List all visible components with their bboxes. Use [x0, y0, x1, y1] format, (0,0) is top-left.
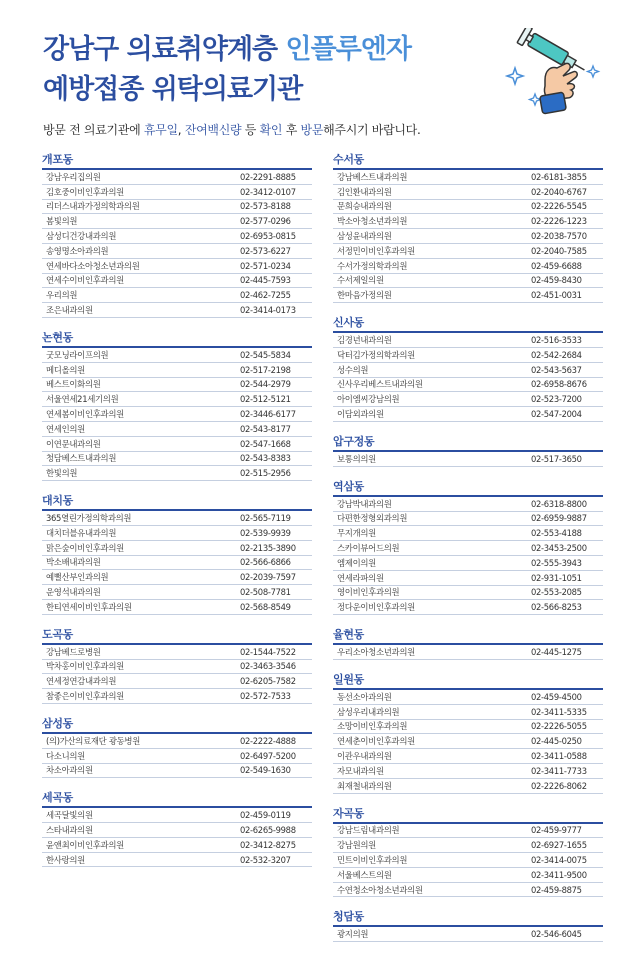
clinic-name: 보통의의원: [337, 453, 376, 464]
clinic-phone: 02-6265-9988: [240, 824, 296, 835]
clinic-name: 한마음가정의원: [337, 290, 392, 301]
clinic-phone: 02-566-8253: [531, 602, 582, 613]
clinic-name: 광지의원: [337, 929, 369, 940]
dong-heading: 일원동: [333, 672, 364, 686]
clinic-row: [42, 660, 312, 675]
clinic-phone: 02-3463-3546: [240, 661, 296, 672]
subtitle-highlight: 방문: [300, 123, 324, 137]
clinic-phone: 02-3412-8275: [240, 839, 296, 850]
clinic-phone: 02-6958-8676: [531, 379, 587, 390]
clinic-row: [333, 883, 603, 898]
clinic-phone: 02-547-1668: [240, 438, 291, 449]
clinic-name: 서울베스트의원: [337, 869, 392, 880]
clinic-phone: 02-2038-7570: [531, 231, 587, 242]
clinic-phone: 02-555-3943: [531, 557, 582, 568]
clinic-row: [333, 526, 603, 541]
clinic-name: 아이엠씨강남의원: [337, 394, 400, 405]
clinic-row: [42, 303, 312, 318]
clinic-row: [42, 466, 312, 481]
clinic-phone: 02-572-7533: [240, 691, 291, 701]
clinic-phone: 02-931-1051: [531, 572, 582, 583]
dong-heading: 논현동: [42, 330, 73, 344]
clinic-name: 베스트이화의원: [46, 379, 101, 390]
subtitle-text: 해주시기 바랍니다.: [323, 123, 421, 137]
clinic-row: [42, 452, 312, 467]
clinic-name: 문희승내과의원: [337, 201, 392, 212]
clinic-phone: 02-543-5637: [531, 364, 582, 375]
clinic-row: [333, 556, 603, 571]
clinic-name: 강남박내과의원: [337, 498, 392, 509]
clinic-row: [333, 363, 603, 378]
subtitle-highlight: 휴무일: [143, 123, 178, 137]
clinic-row: [42, 511, 312, 526]
clinic-phone: 02-2226-8062: [531, 780, 587, 791]
clinic-row: [333, 853, 603, 868]
clinic-name: 우리소아청소년과의원: [337, 647, 415, 658]
clinic-name: 강남우리집의원: [46, 171, 101, 182]
clinic-phone: 02-3411-0588: [531, 751, 587, 761]
clinic-name: 송영명소아과의원: [46, 245, 109, 256]
clinic-phone: 02-6953-0815: [240, 231, 296, 242]
clinic-name: 정다운이비인후과의원: [337, 602, 415, 613]
clinic-row: [333, 392, 603, 407]
clinic-phone: 02-6927-1655: [531, 840, 587, 851]
clinic-phone: 02-6181-3855: [531, 171, 587, 182]
clinic-row: [42, 229, 312, 244]
clinic-name: 삼성우리내과의원: [337, 706, 400, 717]
clinic-phone: 02-3412-0107: [240, 186, 296, 197]
clinic-row: [42, 764, 312, 779]
clinic-phone: 02-543-8177: [240, 423, 291, 434]
clinic-row: [42, 600, 312, 615]
clinic-name: 다편한정형외과의원: [337, 513, 408, 524]
clinic-row: [42, 808, 312, 823]
clinic-row: [333, 407, 603, 422]
clinic-name: 메디올의원: [46, 364, 85, 375]
dong-section: [333, 909, 603, 942]
clinic-name: 다소니의원: [46, 750, 85, 761]
clinic-phone: 02-549-1630: [240, 765, 291, 776]
dong-heading: 수서동: [333, 153, 364, 166]
page-title-line2: 예방접종 위탁의료기관: [43, 74, 303, 105]
dong-heading: 삼성동: [42, 716, 73, 730]
dong-heading: 개포동: [42, 153, 73, 166]
clinic-phone: 02-1544-7522: [240, 646, 296, 657]
subtitle-highlight: 잔여백신량: [184, 123, 242, 137]
clinic-phone: 02-2226-1223: [531, 216, 587, 227]
dong-heading: 대치동: [42, 494, 73, 508]
clinic-name: 자모내과의원: [337, 765, 384, 776]
clinic-row: [333, 690, 603, 705]
clinic-name: 영이비인후과의원: [337, 587, 400, 598]
clinic-name: 이연문내과의원: [46, 438, 101, 449]
clinic-name: 박소배내과의원: [46, 557, 101, 568]
clinic-phone: 02-6205-7582: [240, 676, 296, 687]
clinic-row: [42, 422, 312, 437]
clinic-name: 김인환내과의원: [337, 186, 392, 197]
clinic-phone: 02-577-0296: [240, 216, 291, 227]
title-highlight: 인플루엔자: [285, 34, 411, 65]
clinic-name: 이관우내과의원: [337, 751, 392, 761]
clinic-row: [42, 749, 312, 764]
clinic-name: 서울연세21세기의원: [46, 394, 119, 405]
clinic-name: 동선소아과의원: [337, 691, 392, 702]
clinic-row: [42, 570, 312, 585]
clinic-row: [42, 645, 312, 660]
subtitle-highlight: 확인: [259, 123, 283, 137]
clinic-phone: 02-6318-8800: [531, 498, 587, 509]
clinic-phone: 02-2222-4888: [240, 735, 296, 746]
clinic-name: 스카이뷰어드의원: [337, 543, 400, 554]
clinic-row: [333, 720, 603, 735]
clinic-name: 운영석내과의원: [46, 587, 101, 598]
clinic-row: [333, 229, 603, 244]
clinic-row: [333, 824, 603, 839]
clinic-name: 삼성윤내과의원: [337, 231, 392, 242]
clinic-phone: 02-445-7593: [240, 275, 291, 286]
notice-subtitle: [43, 121, 421, 138]
subtitle-text: 등: [241, 123, 260, 137]
clinic-phone: 02-2291-8885: [240, 171, 296, 182]
clinic-phone: 02-459-4500: [531, 691, 582, 702]
clinic-name: 수서제일의원: [337, 275, 384, 286]
clinic-row: [42, 541, 312, 556]
clinic-name: 연세봄이비인후과의원: [46, 409, 124, 420]
clinic-phone: 02-565-7119: [240, 513, 291, 524]
clinic-phone: 02-3446-6177: [240, 409, 296, 420]
clinic-phone: 02-459-9777: [531, 825, 582, 836]
clinic-row: [42, 853, 312, 868]
right-column: [333, 152, 603, 954]
clinic-phone: 02-512-5121: [240, 394, 291, 405]
clinic-name: 닥터김가정의학과의원: [337, 349, 415, 360]
clinic-phone: 02-553-2085: [531, 587, 582, 598]
clinic-name: 차소아과의원: [46, 765, 93, 776]
clinic-phone: 02-6959-9887: [531, 513, 587, 524]
clinic-name: 한사랑의원: [46, 854, 85, 865]
clinic-row: [333, 214, 603, 229]
clinic-name: 김호중이비인후과의원: [46, 186, 124, 197]
clinic-row: [42, 734, 312, 749]
clinic-row: [42, 556, 312, 571]
dong-section: [333, 806, 603, 898]
hand-holding-vaccine-syringe-icon: [505, 28, 605, 118]
dong-section: [42, 790, 312, 867]
clinic-name: 연세수이비인후과의원: [46, 275, 124, 286]
dong-heading: 역삼동: [333, 479, 364, 493]
clinic-phone: 02-6497-5200: [240, 750, 296, 761]
clinic-row: [333, 645, 603, 660]
clinic-row: [42, 674, 312, 689]
clinic-name: 연세라파의원: [337, 572, 384, 583]
clinic-row: [333, 200, 603, 215]
clinic-row: [333, 333, 603, 348]
clinic-name: 소망이비인후과의원: [337, 721, 408, 732]
clinic-name: 청담베스트내과의원: [46, 453, 117, 464]
clinic-phone: 02-544-2979: [240, 379, 291, 390]
clinic-name: 365열린가정의학과의원: [46, 513, 132, 524]
clinic-phone: 02-459-8875: [531, 884, 582, 895]
clinic-name: 박소아청소년과의원: [337, 216, 408, 227]
clinic-row: [333, 749, 603, 764]
clinic-row: [42, 259, 312, 274]
dong-section: [333, 315, 603, 422]
clinic-row: [333, 497, 603, 512]
clinic-name: 강남베스트내과의원: [337, 171, 408, 182]
clinic-row: [42, 363, 312, 378]
clinic-phone: 02-546-6045: [531, 929, 582, 940]
clinic-name: 봄빛의원: [46, 216, 78, 227]
clinic-name: 세곡달빛의원: [46, 810, 93, 821]
dong-section: [42, 627, 312, 704]
clinic-phone: 02-451-0031: [531, 290, 582, 301]
clinic-name: 연세바다소아청소년과의원: [46, 260, 140, 271]
clinic-phone: 02-573-6227: [240, 245, 291, 256]
clinic-name: 한티연세이비인후과의원: [46, 601, 132, 612]
clinic-name: 리더스내과가정의학과의원: [46, 201, 140, 212]
clinic-name: 박차홍이비인후과의원: [46, 661, 124, 672]
clinic-row: [333, 274, 603, 289]
clinic-phone: 02-508-7781: [240, 587, 291, 598]
clinic-row: [333, 541, 603, 556]
clinic-row: [42, 838, 312, 853]
clinic-row: [333, 571, 603, 586]
clinic-row: [333, 185, 603, 200]
subtitle-text: 후: [282, 123, 301, 137]
clinic-row: [42, 823, 312, 838]
clinic-phone: 02-2040-6767: [531, 186, 587, 197]
clinic-row: [333, 378, 603, 393]
clinic-phone: 02-3414-0075: [531, 854, 587, 865]
clinic-name: 연세춘이비인후과의원: [337, 736, 415, 747]
clinic-phone: 02-459-6688: [531, 260, 582, 271]
clinic-phone: 02-445-1275: [531, 647, 582, 658]
dong-heading: 세곡동: [42, 791, 73, 805]
clinic-row: [42, 185, 312, 200]
dong-section: [42, 152, 312, 318]
dong-heading: 자곡동: [333, 806, 364, 820]
clinic-name: 윤앤최이비인후과의원: [46, 839, 124, 850]
dong-heading: 도곡동: [42, 627, 73, 641]
clinic-row: [333, 348, 603, 363]
clinic-row: [42, 378, 312, 393]
clinic-row: [333, 288, 603, 303]
clinic-row: [42, 392, 312, 407]
clinic-phone: 02-516-3533: [531, 335, 582, 346]
clinic-row: [333, 779, 603, 794]
clinic-name: (의)가산의료재단 광동병원: [46, 735, 140, 746]
clinic-name: 삼성디건강내과의원: [46, 231, 117, 242]
clinic-name: 성수의원: [337, 364, 369, 375]
left-column: [42, 152, 312, 879]
clinic-row: [333, 600, 603, 615]
clinic-phone: 02-3453-2500: [531, 543, 587, 554]
clinic-row: [333, 868, 603, 883]
clinic-row: [42, 526, 312, 541]
dong-section: [42, 493, 312, 615]
clinic-name: 참좋은이비인후과의원: [46, 691, 124, 701]
dong-section: [333, 479, 603, 615]
clinic-phone: 02-566-6866: [240, 557, 291, 568]
dong-heading: 압구정동: [333, 434, 375, 448]
clinic-row: [333, 927, 603, 942]
clinic-phone: 02-2040-7585: [531, 245, 587, 256]
clinic-row: [42, 274, 312, 289]
clinic-row: [333, 259, 603, 274]
clinic-row: [333, 838, 603, 853]
clinic-phone: 02-2039-7597: [240, 572, 296, 583]
clinic-name: 무지개의원: [337, 528, 376, 539]
clinic-row: [333, 244, 603, 259]
clinic-phone: 02-2226-5545: [531, 201, 587, 212]
clinic-name: 한빛의원: [46, 468, 78, 479]
clinic-phone: 02-445-0250: [531, 736, 582, 747]
clinic-phone: 02-3411-9500: [531, 869, 587, 880]
clinic-phone: 02-532-3207: [240, 854, 291, 865]
clinic-name: 스타내과의원: [46, 824, 93, 835]
clinic-phone: 02-517-3650: [531, 453, 582, 464]
clinic-phone: 02-517-2198: [240, 364, 291, 375]
clinic-phone: 02-459-8430: [531, 275, 582, 286]
clinic-phone: 02-568-8549: [240, 601, 291, 612]
clinic-phone: 02-2135-3890: [240, 542, 296, 553]
clinic-row: [42, 214, 312, 229]
clinic-row: [333, 586, 603, 601]
dong-section: [42, 330, 312, 481]
clinic-name: 연세인의원: [46, 423, 85, 434]
subtitle-text: 방문 전 의료기관에: [43, 123, 144, 137]
clinic-row: [42, 244, 312, 259]
clinic-phone: 02-459-0119: [240, 810, 291, 821]
clinic-row: [42, 585, 312, 600]
clinic-name: 맑은숲이비인후과의원: [46, 542, 124, 553]
clinic-name: 대치더블유내과의원: [46, 527, 117, 538]
page-title-line1: [43, 33, 411, 67]
clinic-row: [42, 689, 312, 704]
clinic-row: [42, 170, 312, 185]
clinic-phone: 02-545-5834: [240, 349, 291, 360]
clinic-name: 서정민이비인후과의원: [337, 245, 415, 256]
clinic-phone: 02-2226-5055: [531, 721, 587, 732]
dong-section: [333, 672, 603, 794]
clinic-name: 연세정연감내과의원: [46, 676, 117, 687]
clinic-phone: 02-3411-5335: [531, 706, 587, 717]
clinic-name: 수서가정의학과의원: [337, 260, 408, 271]
clinic-name: 강남베드로병원: [46, 646, 101, 657]
clinic-row: [42, 200, 312, 215]
clinic-row: [333, 452, 603, 467]
clinic-row: [42, 288, 312, 303]
dong-heading: 청담동: [333, 910, 364, 924]
dong-heading: 율현동: [333, 628, 364, 642]
clinic-phone: 02-523-7200: [531, 394, 582, 405]
dong-heading: 신사동: [333, 316, 364, 330]
clinic-row: [333, 734, 603, 749]
dong-section: [333, 152, 603, 303]
clinic-name: 김경년내과의원: [337, 335, 392, 346]
clinic-phone: 02-543-8383: [240, 453, 291, 464]
clinic-row: [42, 407, 312, 422]
clinic-phone: 02-573-8188: [240, 201, 291, 212]
clinic-name: 수연청소아청소년과의원: [337, 884, 423, 895]
clinic-name: 신사우리베스트내과의원: [337, 379, 423, 390]
clinic-phone: 02-515-2956: [240, 468, 291, 479]
clinic-name: 이담외과의원: [337, 409, 384, 420]
clinic-row: [333, 512, 603, 527]
title-main: 강남구 의료취약계층: [43, 34, 286, 65]
clinic-name: 강남드림내과의원: [337, 825, 400, 836]
clinic-phone: 02-539-9939: [240, 527, 291, 538]
clinic-name: 우리의원: [46, 290, 78, 301]
clinic-name: 굿모닝라이프의원: [46, 349, 109, 360]
clinic-name: 예뻘산부인과의원: [46, 572, 109, 583]
clinic-row: [333, 764, 603, 779]
clinic-row: [333, 170, 603, 185]
clinic-name: 민트이비인후과의원: [337, 854, 408, 865]
dong-section: [42, 716, 312, 778]
clinic-phone: 02-3411-7733: [531, 765, 587, 776]
clinic-name: 강남원의원: [337, 840, 376, 851]
clinic-name: 최재철내과의원: [337, 780, 392, 791]
subtitle-text: ,: [177, 123, 185, 137]
clinic-phone: 02-553-4188: [531, 528, 582, 539]
clinic-phone: 02-462-7255: [240, 290, 291, 301]
clinic-phone: 02-3414-0173: [240, 305, 296, 316]
clinic-phone: 02-571-0234: [240, 260, 291, 271]
dong-section: [333, 627, 603, 660]
clinic-phone: 02-542-2684: [531, 349, 582, 360]
clinic-row: [42, 437, 312, 452]
clinic-name: 엠제이의원: [337, 557, 376, 568]
clinic-name: 조은내과의원: [46, 305, 93, 316]
clinic-row: [333, 705, 603, 720]
dong-section: [333, 434, 603, 467]
clinic-phone: 02-547-2004: [531, 409, 582, 420]
clinic-row: [42, 348, 312, 363]
